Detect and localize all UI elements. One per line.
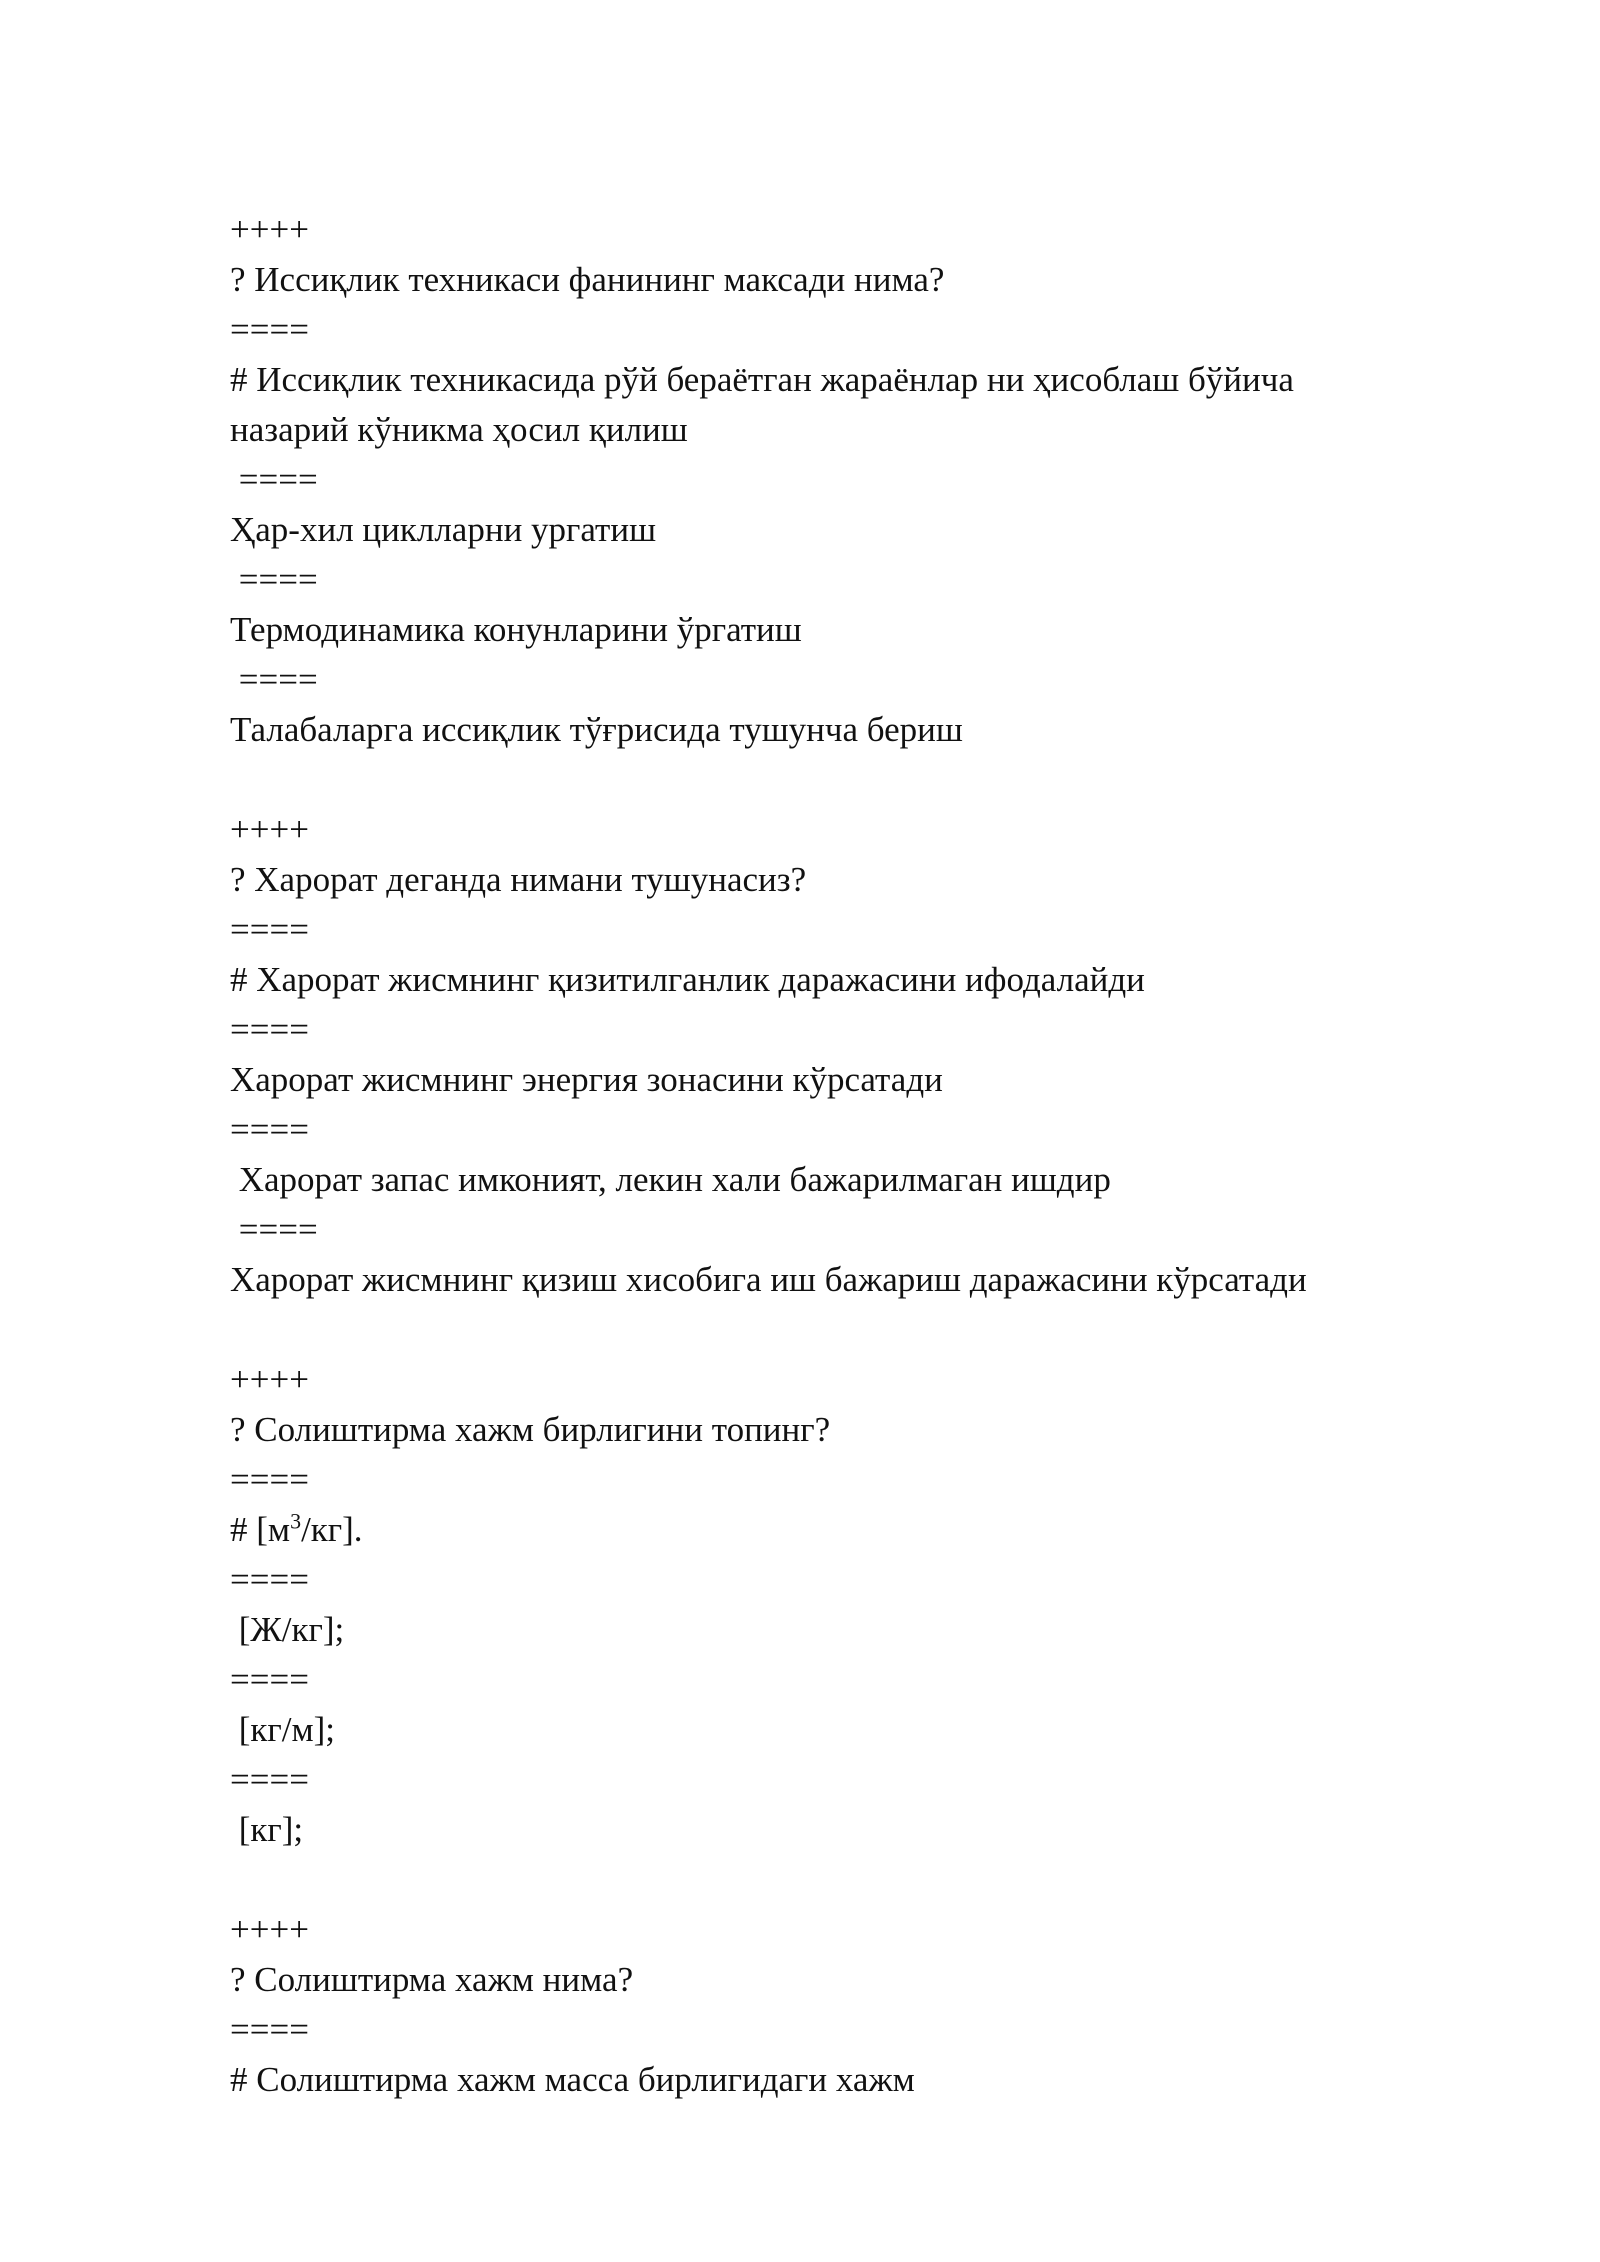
answer-option: [кг]; — [230, 1810, 304, 1849]
unit-exponent: 3 — [290, 1508, 302, 1534]
question-text: ? Солиштирма хажм бирлигини топинг? — [230, 1410, 831, 1449]
question-separator: ++++ — [230, 1360, 309, 1399]
answer-separator: ==== — [230, 1660, 309, 1699]
blank-line — [230, 1855, 1420, 1905]
answer-separator: ==== — [230, 660, 318, 699]
answer-separator: ==== — [230, 1010, 309, 1049]
question-separator: ++++ — [230, 1910, 309, 1949]
answer-option: Талабаларга иссиқлик тўғрисида тушунча бериш — [230, 710, 963, 749]
question-text: ? Солиштирма хажм нима? — [230, 1960, 634, 1999]
answer-option: Харорат запас имконият, лекин хали бажарилмаган ишдир — [230, 1160, 1111, 1199]
unit-prefix: # [м — [230, 1510, 291, 1549]
answer-separator: ==== — [230, 460, 318, 499]
answer-option: [Ж/кг]; — [230, 1610, 345, 1649]
answer-option: Харорат жисмнинг қизиш хисобига иш бажариш даражасини кўрсатади — [230, 1260, 1307, 1299]
answer-separator: ==== — [230, 1560, 309, 1599]
document-body — [230, 205, 1420, 2105]
answer-separator: ==== — [230, 910, 309, 949]
answer-separator: ==== — [230, 560, 318, 599]
answer-separator: ==== — [230, 1110, 309, 1149]
correct-answer — [230, 1505, 1420, 1555]
answer-separator: ==== — [230, 310, 309, 349]
question-text: ? Иссиқлик техникаси фанининг максади нима? — [230, 260, 945, 299]
correct-answer: # Харорат жисмнинг қизитилганлик даражасини ифодалайди — [230, 960, 1145, 999]
answer-separator: ==== — [230, 1760, 309, 1799]
unit-suffix: /кг]. — [301, 1510, 363, 1549]
question-text: ? Харорат деганда нимани тушунасиз? — [230, 860, 807, 899]
answer-separator: ==== — [230, 1460, 309, 1499]
answer-separator: ==== — [230, 2010, 309, 2049]
blank-line — [230, 1305, 1420, 1355]
answer-option: Термодинамика конунларини ўргатиш — [230, 610, 802, 649]
answer-separator: ==== — [230, 1210, 318, 1249]
blank-line — [230, 755, 1420, 805]
question-separator: ++++ — [230, 210, 309, 249]
correct-answer: # Иссиқлик техникасида рўй бераётган жараёнлар ни ҳисоблаш бўйича назарий кўникма ҳосил қилиш — [230, 360, 1294, 449]
answer-option: [кг/м]; — [230, 1710, 336, 1749]
correct-answer: # Солиштирма хажм масса бирлигидаги хажм — [230, 2060, 915, 2099]
answer-option: Ҳар-хил циклларни ургатиш — [230, 510, 657, 549]
answer-option: Харорат жисмнинг энергия зонасини кўрсатади — [230, 1060, 943, 1099]
question-separator: ++++ — [230, 810, 309, 849]
